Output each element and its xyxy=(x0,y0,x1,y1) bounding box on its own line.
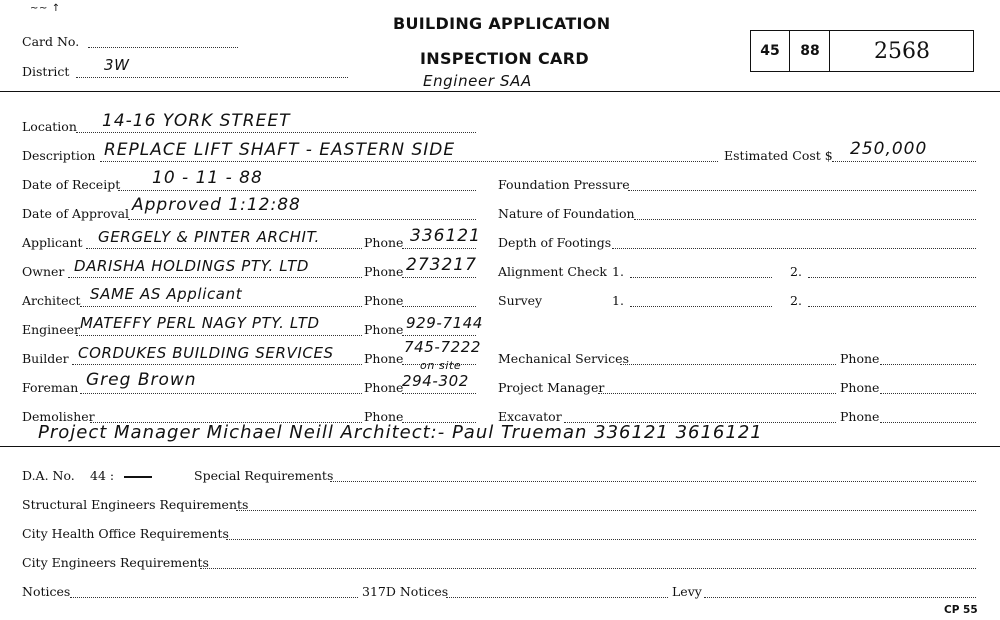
builder-phone: 745-7222 xyxy=(404,338,482,356)
approval-value: Approved 1:12:88 xyxy=(132,195,301,215)
city-eng-line xyxy=(200,568,976,569)
depth-label: Depth of Footings xyxy=(498,235,612,250)
header-divider xyxy=(0,91,1000,92)
demolisher-label: Demolisher xyxy=(22,409,95,424)
location-value: 14-16 YORK STREET xyxy=(102,111,291,131)
foreman-phone-line xyxy=(402,393,476,394)
foreman-label: Foreman xyxy=(22,380,79,395)
card-no-label: Card No. xyxy=(22,34,80,49)
levy-line xyxy=(704,597,976,598)
builder-label: Builder xyxy=(22,351,69,366)
description-label: Description xyxy=(22,148,96,163)
owner-phone-label: Phone xyxy=(364,264,404,279)
district-value: 3W xyxy=(104,56,130,74)
architect-phone-label: Phone xyxy=(364,293,404,308)
architect-label: Architect xyxy=(22,293,81,308)
applicant-line xyxy=(86,248,362,249)
notices-line xyxy=(70,597,358,598)
foreman-phone-label: Phone xyxy=(364,380,404,395)
alignment-label: Alignment Check xyxy=(498,264,607,279)
mechanical-phone-line xyxy=(880,364,976,365)
city-eng-label: City Engineers Requirements xyxy=(22,555,209,570)
owner-phone-line xyxy=(402,277,476,278)
engineer-phone-line xyxy=(402,335,476,336)
health-label: City Health Office Requirements xyxy=(22,526,229,541)
receipt-line xyxy=(118,190,476,191)
district-label: District xyxy=(22,64,70,79)
description-line xyxy=(100,161,718,162)
da-no-label: D.A. No. xyxy=(22,468,75,483)
alignment-one-line xyxy=(630,277,772,278)
architect-line xyxy=(80,306,362,307)
district-line xyxy=(76,77,348,78)
card-no-line xyxy=(88,47,238,48)
demolisher-phone-label: Phone xyxy=(364,409,404,424)
survey-two: 2. xyxy=(790,293,802,308)
builder-line xyxy=(72,364,362,365)
location-label: Location xyxy=(22,119,77,134)
approval-line xyxy=(128,219,476,220)
alignment-one: 1. xyxy=(612,264,624,279)
engineer-line xyxy=(76,335,362,336)
notices-317d-line xyxy=(446,597,668,598)
owner-value: DARISHA HOLDINGS PTY. LTD xyxy=(74,257,310,275)
da-no-value: 44 : xyxy=(90,468,115,483)
nature-label: Nature of Foundation xyxy=(498,206,635,221)
engineer-phone: 929-7144 xyxy=(406,314,484,332)
mechanical-line xyxy=(620,364,836,365)
foundation-pressure-label: Foundation Pressure xyxy=(498,177,630,192)
location-line xyxy=(76,132,476,133)
mechanical-phone-label: Phone xyxy=(840,351,880,366)
pm-phone-label: Phone xyxy=(840,380,880,395)
mechanical-label: Mechanical Services xyxy=(498,351,629,366)
notices-317d-label: 317D Notices xyxy=(362,584,449,599)
engineer-phone-label: Phone xyxy=(364,322,404,337)
engineer-label: Engineer xyxy=(22,322,80,337)
foreman-phone: 294-302 xyxy=(402,372,469,390)
form-code: CP 55 xyxy=(944,604,978,616)
handwritten-note: Project Manager Michael Neill Architect:- Paul Trueman 336121 3616121 xyxy=(38,422,763,443)
owner-line xyxy=(68,277,362,278)
owner-label: Owner xyxy=(22,264,65,279)
alignment-two: 2. xyxy=(790,264,802,279)
special-req-line xyxy=(330,481,976,482)
survey-one: 1. xyxy=(612,293,624,308)
foreman-value: Greg Brown xyxy=(86,370,197,390)
builder-phone-label: Phone xyxy=(364,351,404,366)
notices-label: Notices xyxy=(22,584,71,599)
engineer-value: MATEFFY PERL NAGY PTY. LTD xyxy=(80,314,320,332)
survey-two-line xyxy=(808,306,976,307)
estimated-cost-value: 250,000 xyxy=(850,139,928,159)
architect-phone-line xyxy=(402,306,476,307)
structural-line xyxy=(236,510,976,511)
pm-phone-line xyxy=(880,393,976,394)
special-req-label: Special Requirements xyxy=(194,468,334,483)
applicant-phone: 336121 xyxy=(410,226,481,246)
da-no-dash xyxy=(124,476,152,478)
builder-value: CORDUKES BUILDING SERVICES xyxy=(78,344,334,362)
applicant-label: Applicant xyxy=(22,235,83,250)
pm-line xyxy=(598,393,836,394)
title-inspection-card: INSPECTION CARD xyxy=(420,49,589,68)
excavator-phone-line xyxy=(880,422,976,423)
foreman-line xyxy=(80,393,362,394)
applicant-phone-label: Phone xyxy=(364,235,404,250)
middle-divider xyxy=(0,446,1000,447)
receipt-value: 10 - 11 - 88 xyxy=(152,168,263,188)
box-card-number: 2568 xyxy=(874,38,930,64)
applicant-phone-line xyxy=(402,248,476,249)
architect-value: SAME AS Applicant xyxy=(90,285,243,303)
depth-line xyxy=(612,248,976,249)
alignment-two-line xyxy=(808,277,976,278)
excavator-label: Excavator xyxy=(498,409,562,424)
box-code-b: 88 xyxy=(800,43,820,59)
foundation-pressure-line xyxy=(628,190,976,191)
title-building-application: BUILDING APPLICATION xyxy=(393,14,611,33)
builder-phone-note: on site xyxy=(420,359,462,372)
approval-label: Date of Approval xyxy=(22,206,130,221)
corner-mark: ~~ ↑ xyxy=(30,3,61,14)
excavator-phone-label: Phone xyxy=(840,409,880,424)
box-code-a: 45 xyxy=(760,43,780,59)
structural-label: Structural Engineers Requirements xyxy=(22,497,249,512)
estimated-cost-line xyxy=(832,161,976,162)
owner-phone: 273217 xyxy=(406,255,477,275)
pm-label: Project Manager xyxy=(498,380,605,395)
applicant-value: GERGELY & PINTER ARCHIT. xyxy=(98,228,320,246)
levy-label: Levy xyxy=(672,584,702,599)
card-number-box xyxy=(750,30,974,72)
engineer-note: Engineer SAA xyxy=(423,72,532,90)
survey-one-line xyxy=(630,306,772,307)
nature-line xyxy=(634,219,976,220)
survey-label: Survey xyxy=(498,293,543,308)
estimated-cost-label: Estimated Cost $ xyxy=(724,148,833,163)
receipt-label: Date of Receipt xyxy=(22,177,121,192)
description-value: REPLACE LIFT SHAFT - EASTERN SIDE xyxy=(104,140,456,160)
health-line xyxy=(226,539,976,540)
